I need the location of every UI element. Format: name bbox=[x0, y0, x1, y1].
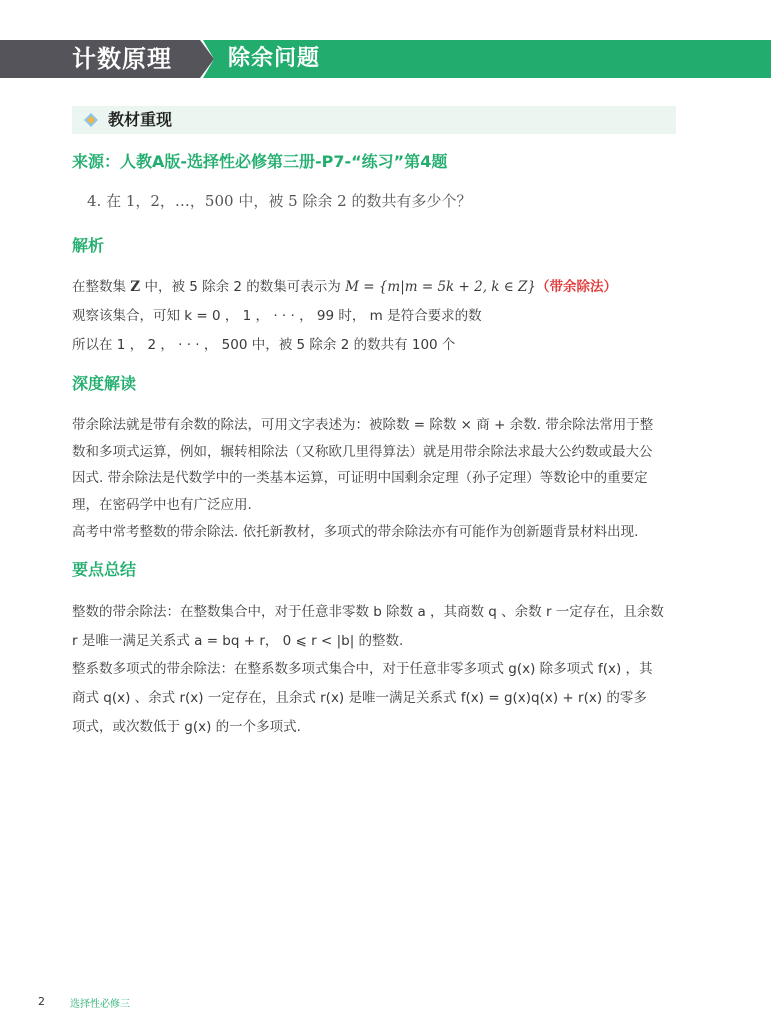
deep-line: 理，在密码学中也有广泛应用. bbox=[72, 497, 252, 513]
diamond-icon bbox=[84, 113, 98, 127]
chapter-title: 计数原理 bbox=[72, 45, 172, 73]
deep-heading: 深度解读 bbox=[72, 374, 137, 393]
deep-line: 数和多项式运算，例如，辗转相除法（又称欧几里得算法）就是用带余除法求最大公约数或最大公 bbox=[72, 444, 653, 460]
analysis-line-1-mid: 中，被 5 除余 2 的数集可表示为 bbox=[140, 279, 346, 295]
section-bar bbox=[72, 106, 676, 134]
analysis-line-2: 观察该集合，可知 k = 0 ， 1 ， · · · ， 99 时， m 是符合要求的数 bbox=[72, 308, 482, 324]
summary-line: 整数的带余除法：在整数集合中，对于任意非零数 b 除数 a ，其商数 q 、余数 r 一定存在，且余数 bbox=[72, 604, 664, 620]
chapter-banner bbox=[0, 40, 771, 78]
analysis-line-1 bbox=[72, 275, 617, 295]
summary-line: r 是唯一满足关系式 a = bq + r， 0 ⩽ r < |b| 的整数. bbox=[72, 633, 404, 649]
deep-line: 高考中常考整数的带余除法. 依托新教材，多项式的带余除法亦有可能作为创新题背景材料出现. bbox=[72, 524, 639, 540]
deep-line: 带余除法就是带有余数的除法，可用文字表述为：被除数 = 除数 × 商 + 余数. 带余除法常用于整 bbox=[72, 417, 654, 433]
analysis-line-1-math: M = {m|m = 5k + 2, k ∈ Z} bbox=[345, 279, 537, 295]
topic-title: 除余问题 bbox=[228, 46, 321, 71]
analysis-line-3: 所以在 1 ， 2 ， · · · ， 500 中，被 5 除余 2 的数共有 100 个 bbox=[72, 337, 456, 353]
analysis-line-1-Z: Z bbox=[130, 279, 141, 295]
summary-heading: 要点总结 bbox=[72, 560, 137, 579]
book-name: 选择性必修三 bbox=[70, 999, 130, 1010]
problem-text: 4. 在 1，2，…，500 中，被 5 除余 2 的数共有多少个？ bbox=[87, 192, 472, 210]
page-number: 2 bbox=[38, 995, 45, 1008]
deep-line: 因式. 带余除法是代数学中的一类基本运算，可证明中国剩余定理（孙子定理）等数论中的重要定 bbox=[72, 470, 648, 486]
summary-line: 整系数多项式的带余除法：在整系数多项式集合中，对于任意非零多项式 g(x) 除多项式 f(x) ，其 bbox=[72, 661, 653, 677]
analysis-line-1-tag: （带余除法） bbox=[536, 279, 618, 295]
summary-line: 项式，或次数低于 g(x) 的一个多项式. bbox=[72, 719, 301, 735]
analysis-heading: 解析 bbox=[72, 236, 105, 255]
summary-line: 商式 q(x) 、余式 r(x) 一定存在，且余式 r(x) 是唯一满足关系式 f(x) = g(x)q(x) + r(x) 的零多 bbox=[72, 690, 647, 706]
section-title: 教材重现 bbox=[108, 110, 173, 129]
source-line: 来源：人教A版-选择性必修第三册-P7-“练习”第4题 bbox=[72, 152, 448, 171]
analysis-line-1-pre: 在整数集 bbox=[72, 279, 131, 295]
